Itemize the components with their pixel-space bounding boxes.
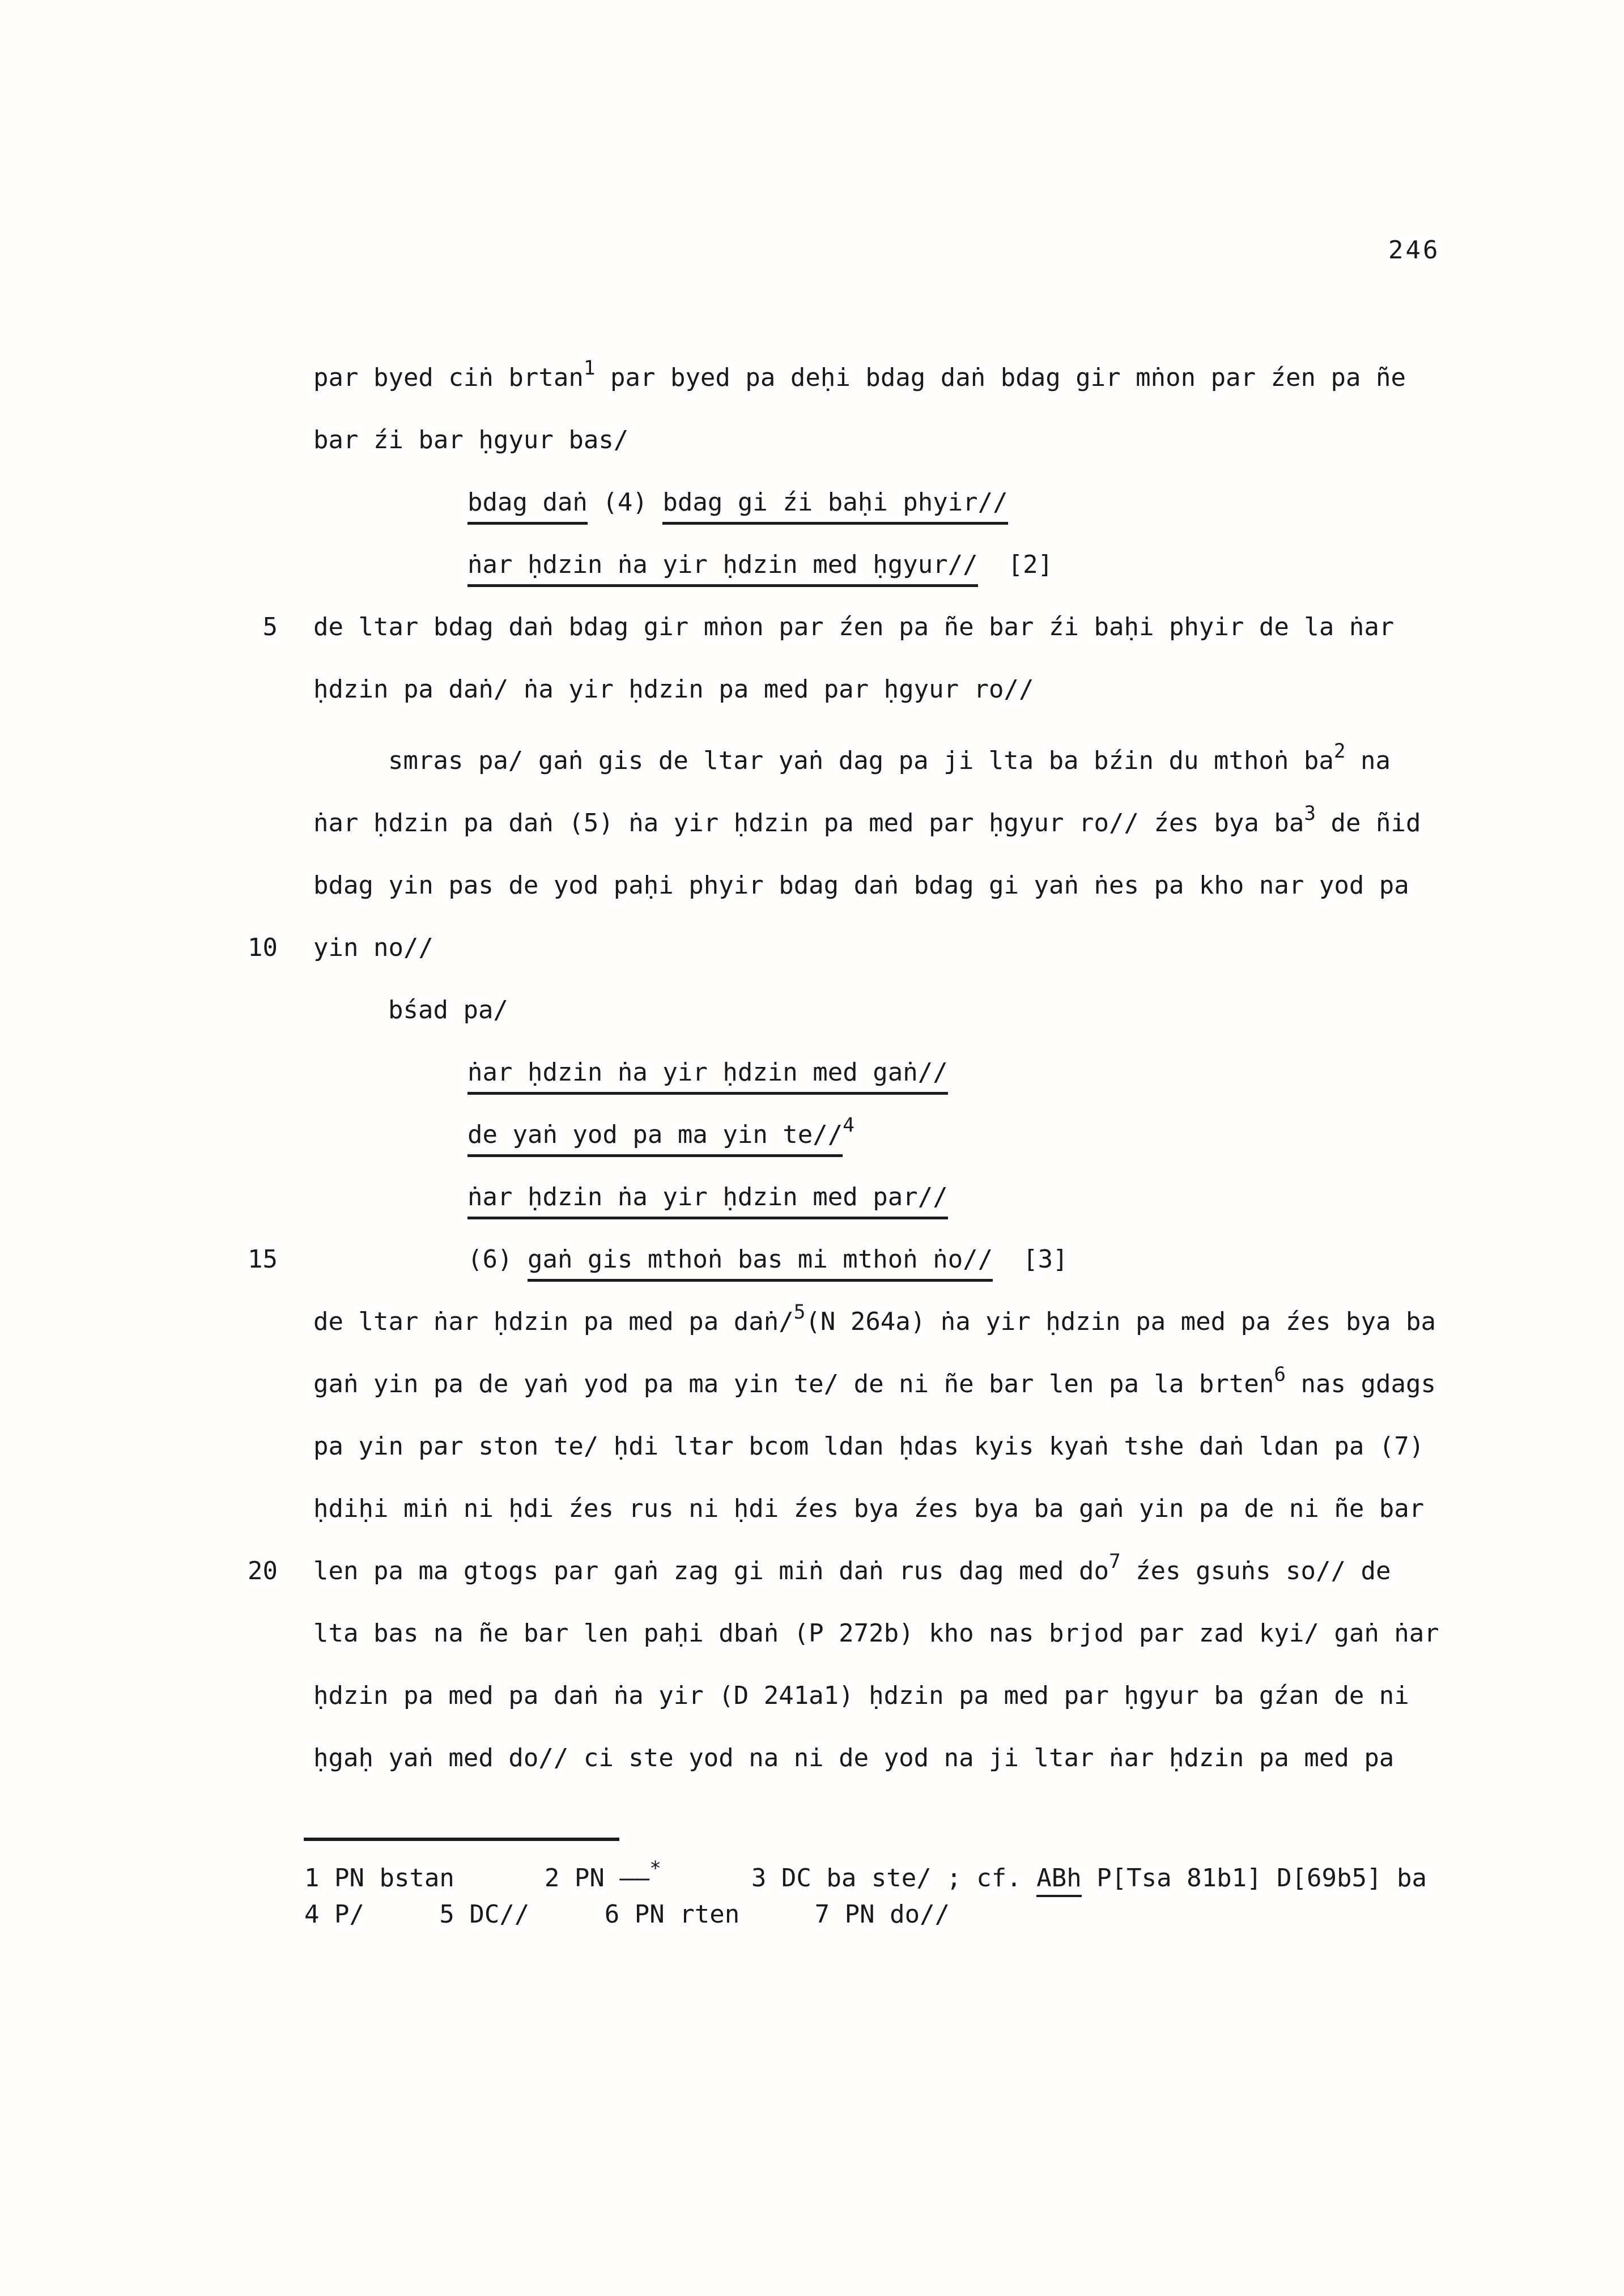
underlined-text-segment: bdag gi źi baḥi phyir//	[662, 488, 1007, 525]
line-content	[313, 1363, 1436, 1399]
text-segment: de ltar bdag daṅ bdag gir mṅon par źen pa ñe bar źi baḥi phyir de la ṅar	[313, 613, 1395, 641]
footnote-line	[304, 1857, 1427, 1893]
footnote-reference-superscript: 4	[843, 1114, 854, 1137]
text-segment: (4)	[587, 488, 663, 517]
underlined-text-segment: ṅar ḥdzin ṅa yir ḥdzin med par//	[467, 1183, 948, 1219]
line-content	[467, 1245, 1068, 1274]
line-content	[467, 1058, 948, 1087]
text-line	[313, 1363, 1436, 1399]
text-line	[313, 1432, 1424, 1461]
text-segment: len pa ma gtogs par gaṅ zag gi miṅ daṅ rus dag med do	[313, 1557, 1109, 1585]
text-line	[313, 871, 1409, 900]
line-content	[388, 740, 1391, 776]
text-segment: ḥdiḥi miṅ ni ḥdi źes rus ni ḥdi źes bya źes bya ba gaṅ yin pa de ni ñe bar	[313, 1494, 1425, 1523]
line-content	[313, 1744, 1394, 1773]
line-content	[313, 1432, 1424, 1461]
line-content	[313, 1682, 1409, 1711]
text-line	[248, 933, 433, 963]
underlined-text-segment: gaṅ gis mthoṅ bas mi mthoṅ ṅo//	[528, 1245, 993, 1282]
text-segment: nas gdags	[1286, 1370, 1436, 1398]
margin-line-number: 5	[262, 613, 278, 641]
margin-line-number: 10	[248, 933, 278, 962]
text-segment: bar źi bar ḥgyur bas/	[313, 426, 629, 454]
text-segment: lta bas na ñe bar len paḥi dbaṅ (P 272b) kho nas brjod par zad kyi/ gaṅ ṅar	[313, 1619, 1439, 1648]
footnote-separator-rule	[304, 1838, 619, 1841]
text-segment: P[Tsa 81b1] D[69b5] ba	[1081, 1864, 1427, 1893]
underlined-text-segment: bdag daṅ	[467, 488, 588, 525]
underlined-text-segment: ABh	[1036, 1864, 1081, 1897]
text-line	[248, 1550, 1391, 1586]
line-content	[467, 1183, 948, 1212]
text-segment: ḥdzin pa daṅ/ ṅa yir ḥdzin pa med par ḥgyur ro//	[313, 675, 1034, 704]
text-line	[313, 426, 628, 455]
text-segment: par byed pa deḥi bdag daṅ bdag gir mṅon par źen pa ñe	[595, 363, 1406, 392]
underlined-text-segment: ṅar ḥdzin ṅa yir ḥdzin med gaṅ//	[467, 1058, 948, 1095]
text-segment: bdag yin pas de yod paḥi phyir bdag daṅ bdag gi yaṅ ṅes pa kho nar yod pa	[313, 871, 1409, 900]
text-segment: na	[1345, 746, 1391, 775]
line-content	[467, 488, 1008, 517]
line-content	[313, 871, 1409, 900]
text-line	[313, 996, 508, 1025]
line-content	[467, 551, 1053, 580]
text-segment: ṅar ḥdzin pa daṅ (5) ṅa yir ḥdzin pa med par ḥgyur ro// źes bya ba	[313, 809, 1304, 837]
text-segment: par byed ciṅ brtan	[313, 363, 584, 392]
line-content	[313, 357, 1406, 393]
text-line	[313, 1183, 948, 1212]
text-segment: [2]	[977, 550, 1053, 579]
underlined-text-segment: de yaṅ yod pa ma yin te//	[467, 1120, 843, 1157]
text-segment: ——	[619, 1864, 650, 1893]
text-line	[313, 1682, 1409, 1711]
margin-line-number: 20	[248, 1557, 278, 1585]
footnote-reference-superscript: 1	[583, 357, 596, 380]
text-segment: smras pa/ gaṅ gis de ltar yaṅ dag pa ji lta ba bźin du mthoṅ ba	[388, 746, 1334, 775]
footnote-reference-superscript: 2	[1333, 740, 1346, 763]
text-segment: pa yin par ston te/ ḥdi ltar bcom ldan ḥdas kyis kyaṅ tshe daṅ ldan pa (7)	[313, 1432, 1425, 1461]
text-segment: [3]	[993, 1245, 1068, 1274]
text-segment: de ltar ṅar ḥdzin pa med pa daṅ/	[313, 1307, 794, 1336]
line-content	[313, 1550, 1391, 1586]
text-segment: bśad pa/	[388, 996, 508, 1024]
page-number: 246	[1388, 236, 1440, 265]
text-segment: ḥdzin pa med pa daṅ ṅa yir (D 241a1) ḥdzin pa med par ḥgyur ba gźan de ni	[313, 1681, 1409, 1710]
line-content	[388, 996, 508, 1025]
line-content	[313, 426, 628, 455]
line-content	[313, 675, 1034, 704]
text-segment: (6)	[467, 1245, 528, 1274]
line-content	[313, 934, 433, 963]
text-line	[313, 1058, 948, 1087]
text-segment: źes gsuṅs so// de	[1120, 1557, 1391, 1585]
footnote-line	[304, 1900, 950, 1929]
underlined-text-segment: ṅar ḥdzin ṅa yir ḥdzin med ḥgyur//	[467, 550, 978, 587]
text-line	[313, 1301, 1436, 1337]
footnote-reference-superscript: 5	[793, 1301, 806, 1324]
text-line	[313, 1495, 1424, 1524]
footnote-reference-superscript: 6	[1274, 1363, 1286, 1387]
footnote-reference-superscript: 3	[1304, 802, 1316, 826]
text-segment: ḥgaḥ yaṅ med do// ci ste yod na ni de yod na ji ltar ṅar ḥdzin pa med pa	[313, 1744, 1395, 1772]
text-segment: 3 DC ba ste/ ; cf.	[661, 1864, 1037, 1893]
line-content	[313, 802, 1421, 838]
text-line	[313, 1744, 1394, 1773]
text-line	[313, 1619, 1439, 1648]
text-line	[313, 551, 1053, 580]
line-content	[467, 1114, 854, 1150]
text-line	[313, 675, 1034, 704]
text-segment: de ñid	[1316, 809, 1421, 837]
line-content	[313, 613, 1394, 642]
text-line	[313, 740, 1391, 776]
text-segment: yin no//	[313, 933, 433, 962]
text-line	[313, 802, 1421, 838]
margin-line-number: 15	[248, 1245, 278, 1274]
text-line	[262, 613, 1395, 642]
line-content	[313, 1495, 1424, 1524]
text-line	[313, 357, 1406, 393]
text-line	[313, 1114, 854, 1150]
text-segment: (N 264a) ṅa yir ḥdzin pa med pa źes bya ba	[805, 1307, 1436, 1336]
text-segment: gaṅ yin pa de yaṅ yod pa ma yin te/ de ni ñe bar len pa la brten	[313, 1370, 1274, 1398]
text-segment: 4 P/ 5 DC// 6 PN rten 7 PN do//	[304, 1900, 950, 1929]
line-content	[313, 1619, 1439, 1648]
text-segment: 1 PN bstan 2 PN	[304, 1864, 620, 1893]
line-content	[313, 1301, 1436, 1337]
footnote-reference-superscript: 7	[1108, 1550, 1121, 1574]
text-line	[248, 1245, 1068, 1274]
footnote-reference-superscript: *	[649, 1857, 661, 1881]
text-line	[313, 488, 1008, 517]
